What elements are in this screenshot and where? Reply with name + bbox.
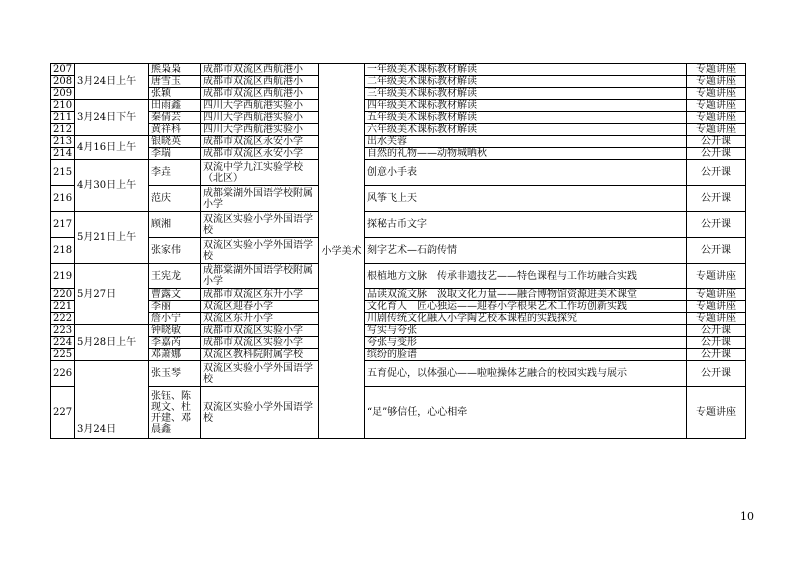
row-number: 207	[51, 64, 75, 76]
school-name: 四川大学西航港实验小	[201, 124, 319, 136]
topic-title: 探秘古币文字	[365, 212, 687, 238]
activity-type: 公开课	[687, 136, 746, 148]
table-row	[51, 160, 746, 186]
school-name: 双流中学九江实验学校（北区）	[201, 160, 319, 186]
subject-cell: 小学美术	[319, 64, 365, 439]
topic-title: 根植地方文脉 传承非遗技艺——特色课程与工作坊融合实践	[365, 264, 687, 289]
activity-type: 公开课	[687, 349, 746, 361]
table-row	[51, 148, 746, 160]
topic-title: 五年级美术课标教材解读	[365, 112, 687, 124]
row-number: 225	[51, 349, 75, 361]
teacher-name: 田雨鑫	[149, 100, 201, 112]
activity-type: 专题讲座	[687, 76, 746, 88]
table-row	[51, 112, 746, 124]
school-name: 双流区教科院附属学校	[201, 349, 319, 361]
table-row	[51, 212, 746, 238]
activity-type: 公开课	[687, 160, 746, 186]
table-row	[51, 325, 746, 337]
date-cell: 4月30日上午	[75, 160, 149, 212]
activity-type: 专题讲座	[687, 100, 746, 112]
activity-type: 专题讲座	[687, 64, 746, 76]
table-row	[51, 100, 746, 112]
school-name: 成都市双流区永安小学	[201, 136, 319, 148]
activity-type: 专题讲座	[687, 289, 746, 301]
row-number: 216	[51, 186, 75, 212]
activity-type: 公开课	[687, 361, 746, 387]
table-row	[51, 289, 746, 301]
topic-title: 三年级美术课标教材解读	[365, 88, 687, 100]
activity-type: 专题讲座	[687, 88, 746, 100]
teacher-name: 银晓英	[149, 136, 201, 148]
topic-title: 写实与夸张	[365, 325, 687, 337]
activity-type: 公开课	[687, 186, 746, 212]
table-row	[51, 76, 746, 88]
topic-title: 刻字艺术—石韵传情	[365, 238, 687, 264]
teacher-name: 唐雪玉	[149, 76, 201, 88]
school-name: 双流区东升小学	[201, 313, 319, 325]
teacher-name: 李丽	[149, 301, 201, 313]
row-number: 224	[51, 337, 75, 349]
topic-title: 二年级美术课标教材解读	[365, 76, 687, 88]
teacher-name: 秦倩芸	[149, 112, 201, 124]
row-number: 211	[51, 112, 75, 124]
teacher-name: 张颖	[149, 88, 201, 100]
date-cell: 5月28日上午	[75, 325, 149, 361]
activity-type: 公开课	[687, 212, 746, 238]
school-name: 双流区迎春小学	[201, 301, 319, 313]
table-row	[51, 387, 746, 439]
school-name: 四川大学西航港实验小	[201, 112, 319, 124]
teacher-name: 张家伟	[149, 238, 201, 264]
row-number: 215	[51, 160, 75, 186]
table-row	[51, 238, 746, 264]
topic-title: 风筝飞上天	[365, 186, 687, 212]
topic-title: 缤纷的脸谱	[365, 349, 687, 361]
schedule-table	[50, 63, 746, 439]
teacher-name: 詹小宁	[149, 313, 201, 325]
activity-type: 专题讲座	[687, 264, 746, 289]
topic-title: 夸张与变形	[365, 337, 687, 349]
school-name: 成都市双流区西航港小	[201, 76, 319, 88]
row-number: 210	[51, 100, 75, 112]
school-name: 成都市双流区西航港小	[201, 64, 319, 76]
row-number: 219	[51, 264, 75, 289]
row-number: 226	[51, 361, 75, 387]
activity-type: 公开课	[687, 325, 746, 337]
table-row	[51, 186, 746, 212]
topic-title: 文化育人 匠心独运——迎春小学根果艺术工作坊创新实践	[365, 301, 687, 313]
teacher-name: 顾湘	[149, 212, 201, 238]
date-cell: 5月21日上午	[75, 212, 149, 264]
table-row	[51, 124, 746, 136]
school-name: 双流区实验小学外国语学校	[201, 238, 319, 264]
activity-type: 公开课	[687, 337, 746, 349]
topic-title: 四年级美术课标教材解读	[365, 100, 687, 112]
teacher-name: 王宪龙	[149, 264, 201, 289]
activity-type: 专题讲座	[687, 301, 746, 313]
date-cell: 3月24日上午	[75, 64, 149, 100]
teacher-name: 李瑞	[149, 148, 201, 160]
school-name: 成都市双流区实验小学	[201, 337, 319, 349]
row-number: 218	[51, 238, 75, 264]
school-name: 成都棠湖外国语学校附属小学	[201, 264, 319, 289]
date-cell: 4月16日上午	[75, 136, 149, 160]
teacher-name: 熊枭枭	[149, 64, 201, 76]
row-number: 227	[51, 387, 75, 439]
topic-title: 一年级美术课标教材解读	[365, 64, 687, 76]
row-number: 209	[51, 88, 75, 100]
row-number: 214	[51, 148, 75, 160]
date-cell: 5月27日	[75, 264, 149, 325]
row-number: 222	[51, 313, 75, 325]
school-name: 双流区实验小学外国语学校	[201, 387, 319, 439]
table-row	[51, 349, 746, 361]
teacher-name: 钟晓敏	[149, 325, 201, 337]
topic-title: 川剧传统文化融入小学陶艺校本课程的实践探究	[365, 313, 687, 325]
topic-title: 五育促心，以体强心——啦啦操体艺融合的校园实践与展示	[365, 361, 687, 387]
teacher-name: 张钰、陈现文、杜开建、邓晨鑫	[149, 387, 201, 439]
topic-title: 品读双流文脉 汲取文化力量——融合博物馆资源进美术课堂	[365, 289, 687, 301]
row-number: 208	[51, 76, 75, 88]
school-name: 双流区实验小学外国语学校	[201, 212, 319, 238]
teacher-name: 邓萧娜	[149, 349, 201, 361]
school-name: 成都市双流区东升小学	[201, 289, 319, 301]
school-name: 成都市双流区西航港小	[201, 88, 319, 100]
activity-type: 专题讲座	[687, 313, 746, 325]
table-row	[51, 301, 746, 313]
date-cell: 3月24日下午	[75, 100, 149, 136]
activity-type: 公开课	[687, 238, 746, 264]
school-name: 成都市双流区实验小学	[201, 325, 319, 337]
table-row	[51, 337, 746, 349]
page-number: 10	[740, 510, 754, 523]
table-row	[51, 136, 746, 148]
activity-type: 公开课	[687, 148, 746, 160]
table-row	[51, 313, 746, 325]
topic-title: 出水芙蓉	[365, 136, 687, 148]
school-name: 成都市双流区永安小学	[201, 148, 319, 160]
row-number: 223	[51, 325, 75, 337]
row-number: 212	[51, 124, 75, 136]
school-name: 成都棠湖外国语学校附属小学	[201, 186, 319, 212]
activity-type: 专题讲座	[687, 387, 746, 439]
teacher-name: 范庆	[149, 186, 201, 212]
teacher-name: 李垚	[149, 160, 201, 186]
topic-title: 自然的礼物——动物城晒秋	[365, 148, 687, 160]
activity-type: 专题讲座	[687, 112, 746, 124]
row-number: 221	[51, 301, 75, 313]
school-name: 四川大学西航港实验小	[201, 100, 319, 112]
date-cell: 3月24日	[75, 361, 149, 439]
table-row	[51, 88, 746, 100]
topic-title: 六年级美术课标教材解读	[365, 124, 687, 136]
activity-type: 专题讲座	[687, 124, 746, 136]
teacher-name: 张玉琴	[149, 361, 201, 387]
row-number: 213	[51, 136, 75, 148]
topic-title: “足”够信任，心心相牵	[365, 387, 687, 439]
table-row	[51, 361, 746, 387]
teacher-name: 曹露文	[149, 289, 201, 301]
teacher-name: 李嘉芮	[149, 337, 201, 349]
table-row	[51, 64, 746, 76]
table-row	[51, 264, 746, 289]
row-number: 220	[51, 289, 75, 301]
teacher-name: 黄祥科	[149, 124, 201, 136]
school-name: 双流区实验小学外国语学校	[201, 361, 319, 387]
row-number: 217	[51, 212, 75, 238]
topic-title: 创意小手表	[365, 160, 687, 186]
